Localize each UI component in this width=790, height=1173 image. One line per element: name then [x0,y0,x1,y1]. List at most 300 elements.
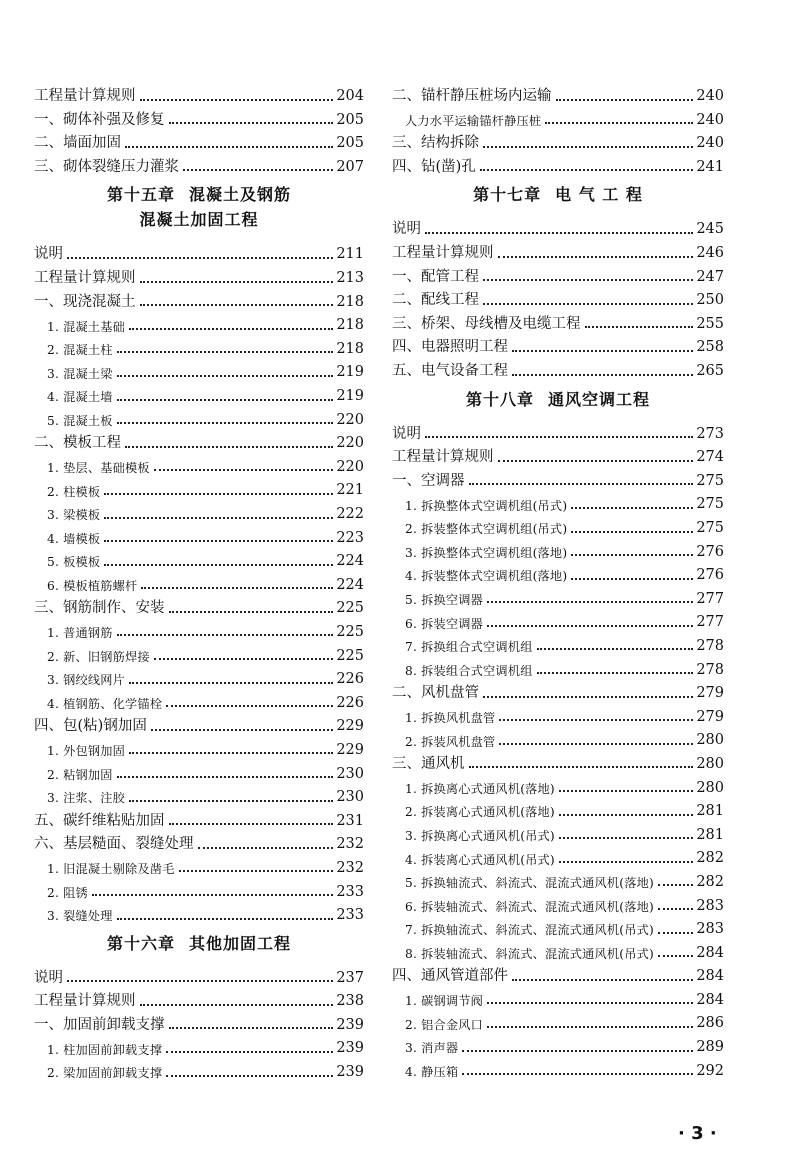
dot-leader [469,765,694,768]
dot-leader [480,168,693,171]
toc-entry[interactable] [392,441,724,465]
entry-title: 4. 墙模板 [47,531,101,546]
dot-leader [512,349,693,352]
page-ref: 280 [696,755,724,772]
toc-entry[interactable] [392,80,724,104]
toc-entry[interactable] [392,308,724,332]
page-ref: 229 [336,741,364,758]
entry-title: 3. 拆换离心式通风机(吊式) [405,829,555,844]
entry-title: 三、结构拆除 [392,135,479,152]
toc-entry[interactable] [392,418,724,442]
toc-subentry[interactable] [392,701,724,725]
entry-title: 1. 混凝土基础 [47,319,126,334]
dot-leader [104,563,333,566]
entry-title: 二、配线工程 [392,292,479,309]
toc-subentry[interactable] [392,559,724,583]
dot-leader [117,421,334,424]
dot-leader [483,145,693,148]
dot-leader [154,468,333,471]
toc-subentry[interactable] [392,536,724,560]
page-ref: 240 [696,111,724,128]
chapter-title: 通风空调工程 [548,389,651,409]
page-ref: 275 [696,496,724,513]
page-ref: 240 [696,135,724,152]
dot-leader [183,168,333,171]
entry-title: 1. 拆换离心式通风机(落地) [405,781,555,796]
page-ref: 218 [336,317,364,334]
chapter-title: 混凝土及钢筋 [189,185,292,205]
toc-entry[interactable] [392,355,724,379]
page-ref: 279 [696,708,724,725]
toc-entry[interactable] [392,960,724,984]
toc-entry[interactable] [34,151,364,175]
page-ref: 265 [696,363,724,380]
entry-title: 6. 模板植筋螺杆 [47,579,138,594]
entry-title: 7. 拆换轴流式、斜流式、混流式通风机(吊式) [405,923,654,938]
entry-title: 四、电器照明工程 [392,339,508,356]
toc-entry[interactable] [392,261,724,285]
dot-leader [559,860,693,863]
entry-title: 六、基层糙面、裂缝处理 [34,836,194,853]
toc-subentry[interactable] [392,842,724,866]
toc-subentry[interactable] [34,616,364,640]
entry-title: 二、风机盘管 [392,685,479,702]
page-ref: 245 [696,221,724,238]
toc-subentry[interactable] [392,653,724,677]
dot-leader [104,516,333,519]
page-ref: 284 [696,944,724,961]
dot-leader [169,121,334,124]
toc-subentry[interactable] [34,899,364,923]
entry-title: 3. 拆换整体式空调机组(落地) [405,545,568,560]
page-ref: 278 [696,661,724,678]
toc-subentry[interactable] [392,984,724,1008]
dot-leader [151,728,333,731]
page-ref: 284 [696,991,724,1008]
dot-leader [487,1001,693,1004]
entry-title: 2. 拆装整体式空调机组(吊式) [405,522,568,537]
toc-subentry[interactable] [392,1055,724,1079]
page-ref: 205 [336,135,364,152]
chapter-heading-line [34,207,364,232]
dot-leader [487,1025,693,1028]
entry-title: 1. 柱加固前卸载支撑 [47,1042,163,1057]
page-ref: 232 [336,836,364,853]
toc-entry[interactable] [34,427,364,451]
page-ref: 213 [336,270,364,287]
toc-subentry[interactable] [34,569,364,593]
page-ref: 220 [336,458,364,475]
toc-subentry[interactable] [34,474,364,498]
entry-title: 2. 混凝土柱 [47,343,113,358]
dot-leader [512,978,693,981]
dot-leader [462,1072,693,1075]
toc-subentry[interactable] [34,380,364,404]
entry-title: 工程量计算规则 [34,993,136,1010]
dot-leader [559,789,693,792]
dot-leader [537,647,694,650]
page-ref: 281 [696,803,724,820]
toc-entry[interactable] [34,80,364,104]
entry-title: 4. 静压箱 [405,1064,459,1079]
page-ref: 289 [696,1039,724,1056]
toc-subentry[interactable] [392,771,724,795]
toc-subentry[interactable] [392,866,724,890]
page-ref: 239 [336,1040,364,1057]
toc-right-column [392,80,724,1078]
page-ref: 219 [336,388,364,405]
toc-subentry[interactable] [392,889,724,913]
toc-subentry[interactable] [34,875,364,899]
toc-entry[interactable] [34,1009,364,1033]
dot-leader [166,704,333,707]
page-ref: 280 [696,732,724,749]
dot-leader [141,586,333,589]
page-ref: 220 [336,435,364,452]
toc-subentry[interactable] [34,451,364,475]
toc-subentry[interactable] [392,488,724,512]
dot-leader [571,553,693,556]
entry-title: 3. 消声器 [405,1041,459,1056]
page-ref: 283 [696,921,724,938]
entry-title: 2. 拆装离心式通风机(落地) [405,805,555,820]
dot-leader [166,1074,333,1077]
dot-leader [571,506,693,509]
chapter-title: 电 气 工 程 [555,185,643,205]
page-ref: 258 [696,339,724,356]
dot-leader [140,98,334,101]
dot-leader [117,633,334,636]
dot-leader [487,624,693,627]
entry-title: 1. 旧混凝土剔除及凿毛 [47,862,175,877]
page-ref: 233 [336,907,364,924]
entry-title: 说明 [34,969,63,986]
toc-entry[interactable] [392,465,724,489]
entry-title: 一、配管工程 [392,268,479,285]
chapter-heading-line [34,182,364,207]
toc-subentry[interactable] [34,1056,364,1080]
chapter-number: 第十六章 [106,933,175,953]
entry-title: 4. 拆装离心式通风机(吊式) [405,852,555,867]
page-ref: 282 [696,873,724,890]
entry-title: 一、空调器 [392,472,465,489]
entry-title: 6. 拆装空调器 [405,616,484,631]
toc-subentry[interactable] [34,333,364,357]
entry-title: 1. 普通钢筋 [47,626,113,641]
dot-leader [658,907,693,910]
toc-subentry[interactable] [392,819,724,843]
dot-leader [487,600,693,603]
page-ref: 211 [336,246,364,263]
toc-subentry[interactable] [34,781,364,805]
toc-subentry[interactable] [392,937,724,961]
toc-subentry[interactable] [392,1031,724,1055]
toc-subentry[interactable] [392,104,724,128]
dot-leader [117,775,334,778]
page-ref: 233 [336,883,364,900]
entry-title: 3. 注浆、注胶 [47,791,126,806]
toc-entry[interactable] [34,985,364,1009]
dot-leader [499,718,693,721]
page-ref: 220 [336,411,364,428]
toc-entry[interactable] [34,828,364,852]
dot-leader [140,280,334,283]
toc-subentry[interactable] [392,913,724,937]
page-ref: 275 [696,520,724,536]
entry-title: 3. 梁模板 [47,508,101,523]
toc-subentry[interactable] [34,757,364,781]
page-ref: 225 [336,647,364,664]
toc-subentry[interactable] [34,663,364,687]
page-ref: 275 [696,472,724,489]
entry-title: 2. 阻锈 [47,885,88,900]
entry-title: 一、砌体补强及修复 [34,111,165,128]
entry-title: 说明 [392,221,421,238]
chapter-heading [392,379,724,418]
dot-leader [512,373,693,376]
entry-title: 工程量计算规则 [34,88,136,105]
entry-title: 1. 拆换整体式空调机组(吊式) [405,498,568,513]
dot-leader [129,681,333,684]
toc-subentry[interactable] [34,522,364,546]
page-ref: 274 [696,449,724,466]
toc-entry[interactable] [392,237,724,261]
dot-leader [92,893,333,896]
dot-leader [556,98,694,101]
page-ref: 281 [696,826,724,843]
page-ref: 280 [696,779,724,796]
dot-leader [469,482,694,485]
page-number: · 3 · [678,1123,717,1144]
entry-title: 3. 裂缝处理 [47,909,113,924]
chapter-title: 其他加固工程 [189,933,292,953]
entry-title: 四、包(粘)钢加固 [34,718,147,735]
toc-subentry[interactable] [392,583,724,607]
toc-subentry[interactable] [34,309,364,333]
page-ref: 226 [336,694,364,711]
toc-subentry[interactable] [34,734,364,758]
entry-title: 二、模板工程 [34,435,121,452]
entry-title: 2. 新、旧钢筋焊接 [47,649,150,664]
dot-leader [129,327,333,330]
toc-subentry[interactable] [34,852,364,876]
toc-entry[interactable] [392,151,724,175]
toc-subentry[interactable] [34,639,364,663]
toc-subentry[interactable] [34,356,364,380]
entry-title: 工程量计算规则 [392,449,494,466]
entry-title: 二、墙面加固 [34,135,121,152]
dot-leader [67,256,333,259]
page-ref: 238 [336,993,364,1010]
toc-subentry[interactable] [34,404,364,428]
page-ref: 205 [336,111,364,128]
entry-title: 五、电气设备工程 [392,363,508,380]
entry-title: 8. 拆装组合式空调机组 [405,663,533,678]
page-ref: 276 [696,543,724,560]
page-ref: 276 [696,567,724,584]
chapter-number: 第十八章 [465,389,534,409]
entry-title: 2. 柱模板 [47,484,101,499]
page-ref: 218 [336,293,364,310]
chapter-heading [34,923,364,962]
toc-subentry[interactable] [34,498,364,522]
dot-leader [462,1049,693,1052]
page-ref: 250 [696,292,724,309]
page-ref: 232 [336,859,364,876]
page-ref: 240 [696,88,724,105]
toc-entry[interactable] [34,262,364,286]
page-ref: 239 [336,1016,364,1033]
dot-leader [559,836,693,839]
chapter-heading [34,174,364,238]
page-ref: 239 [336,1064,364,1081]
entry-title: 2. 梁加固前卸载支撑 [47,1066,163,1081]
page-ref: 237 [336,969,364,986]
toc-entry[interactable] [34,805,364,829]
chapter-heading-line [34,931,364,956]
dot-leader [571,530,693,533]
entry-title: 工程量计算规则 [392,245,494,262]
toc-entry[interactable] [34,104,364,128]
entry-title: 三、通风机 [392,755,465,772]
toc-entry[interactable] [392,748,724,772]
dot-leader [658,954,693,957]
toc-entry[interactable] [34,962,364,986]
dot-leader [498,255,694,258]
entry-title: 人力水平运输锚杆静压桩 [405,113,542,128]
entry-title: 工程量计算规则 [34,270,136,287]
entry-title: 三、桥架、母线槽及电缆工程 [392,315,581,332]
dot-leader [169,610,334,613]
page-ref: 277 [696,590,724,607]
dot-leader [129,751,333,754]
toc-entry[interactable] [34,238,364,262]
dot-leader [499,742,693,745]
toc-entry[interactable] [34,592,364,616]
entry-title: 五、碳纤维粘贴加固 [34,812,165,829]
page-ref: 219 [336,364,364,381]
toc-subentry[interactable] [34,545,364,569]
chapter-heading-line [392,387,724,412]
dot-leader [537,671,694,674]
chapter-title: 混凝土加固工程 [139,210,259,230]
entry-title: 7. 拆换组合式空调机组 [405,640,533,655]
page-ref: 218 [336,340,364,357]
toc-subentry[interactable] [392,512,724,536]
dot-leader [169,1026,334,1029]
chapter-heading-line [392,182,724,207]
dot-leader [169,822,334,825]
toc-subentry[interactable] [392,630,724,654]
dot-leader [179,869,334,872]
entry-title: 5. 拆换空调器 [405,593,484,608]
dot-leader [125,145,333,148]
page-ref: 273 [696,425,724,442]
dot-leader [425,231,693,234]
page-ref: 224 [336,553,364,570]
toc-entry[interactable] [34,286,364,310]
entry-title: 三、钢筋制作、安装 [34,600,165,617]
dot-leader [117,350,334,353]
dot-leader [425,435,693,438]
toc-subentry[interactable] [34,1032,364,1056]
toc-entry[interactable] [392,213,724,237]
dot-leader [117,917,334,920]
entry-title: 4. 拆装整体式空调机组(落地) [405,569,568,584]
toc-entry[interactable] [392,331,724,355]
toc-entry[interactable] [392,284,724,308]
page-ref: 204 [336,88,364,105]
dot-leader [658,931,693,934]
page-ref: 284 [696,968,724,985]
dot-leader [104,539,333,542]
dot-leader [140,1003,334,1006]
entry-title: 8. 拆装轴流式、斜流式、混流式通风机(吊式) [405,946,654,961]
entry-title: 2. 铝合金风口 [405,1017,484,1032]
entry-title: 四、钻(凿)孔 [392,158,476,175]
page-ref: 229 [336,718,364,735]
dot-leader [483,695,693,698]
entry-title: 3. 钢绞线网片 [47,673,126,688]
page-ref: 230 [336,789,364,806]
page-ref: 255 [696,315,724,332]
page-ref: 225 [336,600,364,617]
toc-entry[interactable] [392,127,724,151]
dot-leader [166,1050,333,1053]
page-ref: 225 [336,623,364,640]
page-ref: 221 [336,482,364,499]
toc-subentry[interactable] [392,724,724,748]
entry-title: 5. 板模板 [47,555,101,570]
page-ref: 222 [336,506,364,522]
entry-title: 二、锚杆静压桩场内运输 [392,88,552,105]
toc-entry[interactable] [34,710,364,734]
toc-subentry[interactable] [392,795,724,819]
entry-title: 三、砌体裂缝压力灌浆 [34,158,179,175]
toc-subentry[interactable] [392,606,724,630]
page-ref: 278 [696,637,724,654]
entry-title: 2. 拆装风机盘管 [405,734,496,749]
dot-leader [198,846,334,849]
dot-leader [129,799,333,802]
entry-title: 1. 外包钢加固 [47,744,126,759]
entry-title: 4. 植钢筋、化学锚栓 [47,697,163,712]
entry-title: 5. 混凝土板 [47,413,113,428]
page-ref: 223 [336,529,364,546]
page-ref: 292 [696,1062,724,1079]
dot-leader [545,121,693,124]
toc-entry[interactable] [34,127,364,151]
toc-subentry[interactable] [34,687,364,711]
dot-leader [125,445,333,448]
page-ref: 286 [696,1015,724,1032]
entry-title: 4. 混凝土墙 [47,390,113,405]
entry-title: 说明 [34,246,63,263]
page-ref: 282 [696,850,724,867]
dot-leader [658,883,693,886]
page-ref: 283 [696,897,724,914]
entry-title: 5. 拆换轴流式、斜流式、混流式通风机(落地) [405,876,654,891]
page-ref: 230 [336,765,364,782]
toc-subentry[interactable] [392,1007,724,1031]
entry-title: 一、现浇混凝土 [34,293,136,310]
dot-leader [104,492,333,495]
page-ref: 277 [696,614,724,631]
entry-title: 1. 拆换风机盘管 [405,711,496,726]
toc-entry[interactable] [392,677,724,701]
entry-title: 2. 粘钢加固 [47,767,113,782]
dot-leader [585,325,694,328]
